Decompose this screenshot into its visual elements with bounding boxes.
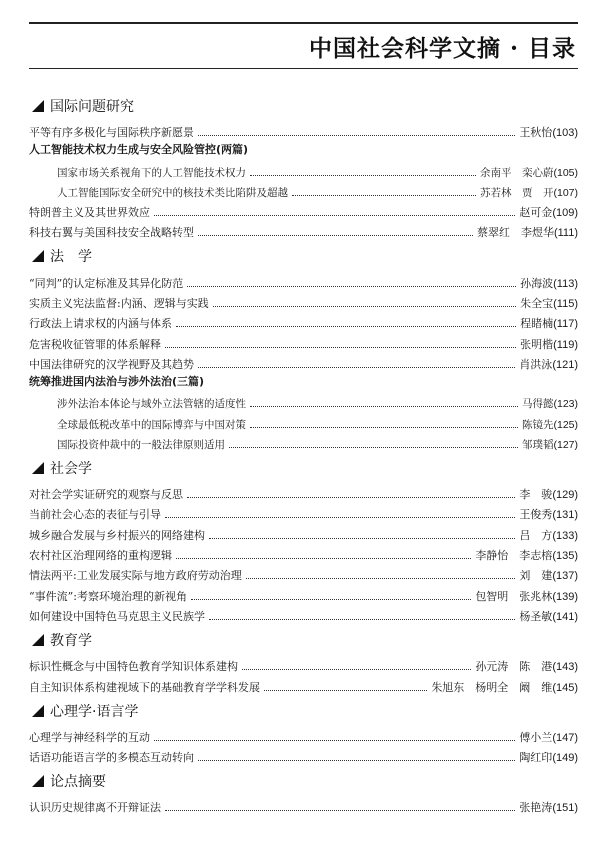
table-of-contents: [29, 96, 578, 821]
entry-author: 李静怡 李志榕: [475, 549, 553, 563]
dot-leader: [198, 760, 515, 761]
toc-entry[interactable]: [29, 180, 578, 200]
triangle-bullet-icon: [32, 775, 44, 787]
triangle-bullet-icon: [32, 462, 44, 474]
dot-leader: [191, 599, 471, 600]
entry-page: (133): [552, 529, 578, 542]
section-heading: [29, 96, 578, 116]
entry-title: 农村社区治理网络的重构逻辑: [29, 549, 172, 563]
toc-entry[interactable]: [29, 725, 578, 745]
toc-entry[interactable]: [29, 200, 578, 220]
entry-author: 余南平 栾心蔚: [479, 166, 554, 179]
toc-entry[interactable]: [29, 745, 578, 765]
entry-author: 吕 方: [519, 528, 553, 542]
entry-title: 国际投资仲裁中的一般法律原则适用: [57, 438, 225, 451]
dot-leader: [165, 347, 516, 348]
entry-author: 王秋怡: [519, 126, 553, 140]
entry-title: 认识历史规律离不开辩证法: [29, 801, 161, 815]
dot-leader: [250, 175, 476, 176]
toc-entry[interactable]: [29, 291, 578, 311]
triangle-bullet-icon: [32, 634, 44, 646]
entry-author: 邹璞韬: [521, 438, 554, 451]
dot-leader: [187, 286, 516, 287]
toc-entry[interactable]: [29, 311, 578, 331]
toc-entry[interactable]: [29, 604, 578, 624]
entry-title: “事件流”:考察环境治理的新视角: [29, 589, 187, 603]
toc-entry[interactable]: [29, 583, 578, 603]
dot-leader: [250, 406, 518, 407]
toc-entry[interactable]: [29, 352, 578, 372]
toc-entry[interactable]: [29, 331, 578, 351]
section-heading: [29, 246, 578, 266]
entry-title: 实质主义宪法监督:内涵、逻辑与实践: [29, 297, 209, 311]
toc-entry[interactable]: [29, 522, 578, 542]
entry-page: (129): [552, 489, 578, 502]
toc-section: [29, 458, 578, 624]
entry-author: 张艳涛: [519, 801, 553, 815]
entry-page: (141): [552, 610, 578, 623]
entry-page: (137): [552, 570, 578, 583]
toc-entry[interactable]: [29, 411, 578, 431]
entry-title: 人工智能国际安全研究中的核技术类比陷阱及超越: [57, 186, 288, 199]
toc-entry[interactable]: [29, 543, 578, 563]
entry-author: 朱全宝: [520, 297, 554, 311]
toc-entry[interactable]: [29, 391, 578, 411]
entry-author: 李 骏: [519, 488, 553, 502]
toc-entry[interactable]: [29, 654, 578, 674]
dot-leader: [213, 306, 516, 307]
entry-page: (119): [553, 338, 578, 351]
entry-page: (103): [552, 127, 578, 140]
toc-entry[interactable]: [29, 432, 578, 452]
entry-author: 孙海波: [520, 276, 554, 290]
entry-title: 危害税收征管罪的体系解释: [29, 337, 161, 351]
section-title: 国际问题研究: [50, 99, 134, 115]
entry-page: (107): [553, 186, 578, 199]
dot-leader: [292, 195, 476, 196]
entry-author: 程睹楠: [520, 317, 554, 331]
entry-page: (105): [553, 166, 578, 179]
entry-author: 张明楷: [520, 337, 554, 351]
dot-leader: [176, 326, 516, 327]
entry-author: 朱旭东 杨明全 阚 维: [431, 680, 553, 694]
dot-leader: [154, 215, 515, 216]
toc-entry[interactable]: [29, 159, 578, 179]
header-title: 中国社会科学文摘 · 目录: [308, 35, 576, 62]
entry-author: 苏若林 贾 开: [479, 186, 554, 199]
entry-page: (127): [553, 438, 578, 451]
entry-author: 赵可金: [519, 206, 553, 220]
entry-page: (109): [552, 207, 578, 220]
entry-author: 包智明 张兆林: [475, 589, 553, 603]
entry-title: “同判”的认定标准及其异化防范: [29, 276, 184, 290]
section-heading: [29, 771, 578, 791]
entry-author: 孙元涛 陈 港: [475, 660, 553, 674]
entry-page: (149): [552, 752, 578, 765]
page-header: [29, 22, 578, 69]
dot-leader: [209, 538, 515, 539]
entry-title: 中国法律研究的汉学视野及其趋势: [29, 357, 194, 371]
dot-leader: [176, 558, 471, 559]
entry-page: (125): [553, 418, 578, 431]
entry-page: (151): [552, 802, 578, 815]
toc-entry[interactable]: [29, 120, 578, 140]
triangle-bullet-icon: [32, 705, 44, 717]
toc-section: [29, 771, 578, 815]
entry-title: 话语功能语言学的多模态互动转向: [29, 751, 194, 765]
entry-page: (121): [552, 358, 578, 371]
entry-title: 行政法上请求权的内涵与体系: [29, 317, 172, 331]
entry-title: 特朗普主义及其世界效应: [29, 206, 150, 220]
dot-leader: [246, 578, 516, 579]
dot-leader: [229, 447, 518, 448]
dot-leader: [264, 690, 427, 691]
entry-title: 标识性概念与中国特色教育学知识体系建构: [29, 660, 238, 674]
entry-title: 当前社会心态的表征与引导: [29, 508, 161, 522]
entry-title: 平等有序多极化与国际秩序新愿景: [29, 126, 194, 140]
entry-title: 国家市场关系视角下的人工智能技术权力: [57, 166, 246, 179]
entry-title: 自主知识体系构建视域下的基础教育学学科发展: [29, 680, 260, 694]
section-title: 心理学·语言学: [50, 703, 139, 720]
dot-leader: [198, 367, 515, 368]
toc-entry[interactable]: [29, 502, 578, 522]
dot-leader: [198, 235, 473, 236]
entry-page: (139): [552, 590, 578, 603]
toc-section: [29, 630, 578, 695]
entry-title: 情法两平:工业发展实际与地方政府劳动治理: [29, 569, 242, 583]
entry-title: 对社会学实证研究的观察与反思: [29, 488, 183, 502]
entry-title: 全球最低税改革中的国际博弈与中国对策: [57, 418, 246, 431]
toc-entry[interactable]: [29, 220, 578, 240]
group-heading: 统筹推进国内法治与涉外法治(三篇): [29, 374, 205, 388]
group-heading: 人工智能技术权力生成与安全风险管控(两篇): [29, 143, 249, 157]
entry-page: (117): [553, 318, 578, 331]
dot-leader: [250, 427, 518, 428]
section-heading: [29, 458, 578, 478]
toc-entry[interactable]: [29, 270, 578, 290]
toc-section: [29, 246, 578, 451]
entry-page: (147): [552, 731, 578, 744]
toc-entry[interactable]: [29, 482, 578, 502]
entry-author: 杨圣敏: [519, 609, 553, 623]
entry-page: (113): [553, 277, 578, 290]
entry-title: 科技右翼与美国科技安全战略转型: [29, 226, 194, 240]
section-heading: [29, 701, 578, 721]
entry-page: (111): [553, 227, 578, 240]
entry-page: (115): [553, 298, 578, 311]
toc-section: [29, 96, 578, 240]
entry-title: 如何建设中国特色马克思主义民族学: [29, 609, 205, 623]
toc-entry[interactable]: [29, 674, 578, 694]
toc-section: [29, 701, 578, 766]
section-title: 教育学: [50, 632, 92, 649]
entry-author: 陶红印: [519, 751, 553, 765]
dot-leader: [165, 517, 515, 518]
dot-leader: [187, 497, 515, 498]
triangle-bullet-icon: [32, 100, 44, 112]
entry-page: (135): [552, 550, 578, 563]
section-heading: [29, 630, 578, 650]
toc-entry[interactable]: [29, 563, 578, 583]
entry-page: (131): [552, 509, 578, 522]
entry-title: 城乡融合发展与乡村振兴的网络建构: [29, 528, 205, 542]
dot-leader: [198, 135, 515, 136]
section-title: 社会学: [50, 460, 92, 477]
entry-author: 肖洪泳: [519, 357, 553, 371]
toc-entry[interactable]: [29, 795, 578, 815]
entry-author: 陈镜先: [521, 418, 554, 431]
section-title: 论点摘要: [50, 774, 106, 791]
entry-author: 蔡翠红 李煜华: [476, 226, 554, 240]
dot-leader: [165, 810, 515, 811]
dot-leader: [154, 740, 515, 741]
dot-leader: [209, 619, 515, 620]
entry-page: (143): [552, 661, 578, 674]
section-title: 法 学: [50, 249, 92, 266]
entry-title: 心理学与神经科学的互动: [29, 730, 150, 744]
entry-author: 马得懿: [521, 398, 554, 411]
entry-page: (123): [553, 398, 578, 411]
dot-leader: [242, 669, 471, 670]
entry-title: 涉外法治本体论与域外立法管辖的适度性: [57, 398, 246, 411]
triangle-bullet-icon: [32, 250, 44, 262]
entry-author: 王俊秀: [519, 508, 553, 522]
entry-page: (145): [552, 681, 578, 694]
entry-author: 刘 建: [519, 569, 553, 583]
entry-author: 傅小兰: [519, 730, 553, 744]
